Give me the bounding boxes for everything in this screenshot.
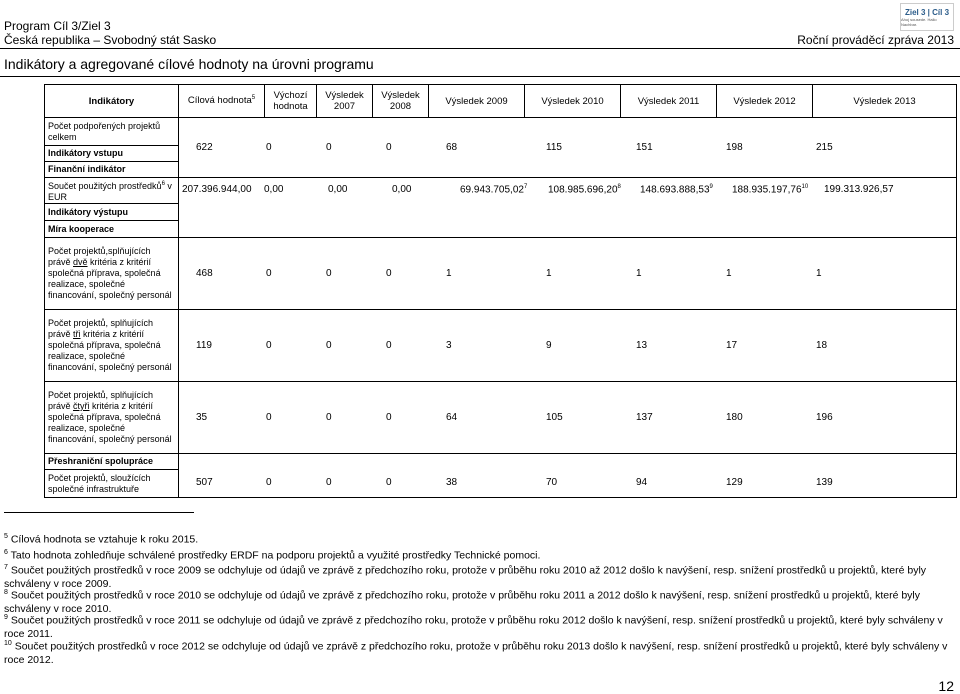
- report-name: Roční prováděcí zpráva 2013: [797, 33, 954, 47]
- col-2013: Výsledek 2013: [813, 85, 957, 118]
- two-criteria-label: Počet projektů,splňujících právě dvě kritéria z kritérií společná příprava, společná realizace, společné financování, společný personál: [45, 238, 179, 310]
- value-cell: 0: [386, 340, 392, 351]
- value-cell: 0: [386, 142, 392, 153]
- value-cell: 0: [266, 340, 272, 351]
- col-baseline: Výchozí hodnota: [265, 85, 317, 118]
- value-cell: 69.943.705,02$^7$: [460, 184, 528, 196]
- value-cell: 468: [196, 268, 213, 279]
- program-name: Program Cíl 3/Ziel 3: [4, 19, 111, 33]
- value-cell: 1: [636, 268, 642, 279]
- page-header: [0, 0, 960, 48]
- footnote: $^9$ Součet použitých prostředků v roce 2011 se odchyluje od údajů ve zprávě z předchozího roku, protože v průběhu roku 2012 došlo k navýšení, resp. snížení prostředků u projektů, které byly schváleny v roce 2011.: [4, 614, 943, 640]
- program-logo: [900, 3, 954, 31]
- footnote-rule: [4, 512, 194, 513]
- value-cell: 38: [446, 477, 458, 488]
- value-cell: 0: [386, 412, 392, 423]
- col-2008: Výsledek 2008: [373, 85, 429, 118]
- value-cell: 119: [196, 340, 212, 351]
- indicators-table: [44, 84, 957, 498]
- col-target: Cílová hodnota$^5$: [179, 85, 265, 118]
- value-cell: 9: [546, 340, 552, 351]
- col-2010: Výsledek 2010: [525, 85, 621, 118]
- header-rule: [0, 48, 960, 49]
- col-2011: Výsledek 2011: [621, 85, 717, 118]
- page-number: 12: [938, 678, 954, 694]
- projects-values: [179, 118, 957, 178]
- value-cell: 94: [636, 477, 648, 488]
- value-cell: 3: [446, 340, 452, 351]
- footnote: $^7$ Součet použitých prostředků v roce 2009 se odchyluje od údajů ve zprávě z předchozího roku, protože v průběhu roku 2010 až 2012 došlo k navýšení, resp. snížení prostředků u projektů, které byly schváleny v roce 2009.: [4, 564, 927, 590]
- input-indicators: Indikátory vstupu: [45, 146, 179, 162]
- value-cell: 0: [386, 268, 392, 279]
- projects-label: Počet podpořených projektů celkem: [45, 118, 179, 146]
- value-cell: 137: [636, 412, 653, 423]
- value-cell: 1: [816, 268, 822, 279]
- cooperation-label: Míra kooperace: [45, 221, 179, 238]
- value-cell: 198: [726, 142, 743, 153]
- logo-text: Ziel 3 | Cíl 3: [904, 7, 950, 17]
- title-rule: [0, 76, 960, 77]
- three-criteria-label: Počet projektů, splňujících právě tři kritéria z kritérií společná příprava, společná realizace, společné financování, společný personál: [45, 310, 179, 382]
- col-indicators: Indikátory: [45, 85, 179, 118]
- table-row: [45, 238, 957, 310]
- value-cell: 188.935.197,76$^{10}$: [732, 184, 809, 196]
- value-cell: 196: [816, 412, 833, 423]
- value-cell: 0: [326, 142, 332, 153]
- value-cell: 622: [196, 142, 213, 153]
- financial-indicator: Finanční indikátor: [45, 162, 179, 178]
- countries: Česká republika – Svobodný stát Sasko: [4, 33, 217, 47]
- table-row: [45, 118, 957, 146]
- col-2012: Výsledek 2012: [717, 85, 813, 118]
- table-row: [45, 454, 957, 470]
- value-cell: 1: [546, 268, 552, 279]
- value-cell: 0: [326, 268, 332, 279]
- value-cell: 215: [816, 142, 833, 153]
- footnote: $^5$ Cílová hodnota se vztahuje k roku 2015.: [4, 533, 199, 546]
- value-cell: 0: [266, 142, 272, 153]
- value-cell: 139: [816, 477, 833, 488]
- table-row: [45, 178, 957, 204]
- value-cell: 129: [726, 477, 743, 488]
- value-cell: 148.693.888,53$^9$: [640, 184, 713, 196]
- value-cell: 507: [196, 477, 213, 488]
- value-cell: 35: [196, 412, 208, 423]
- crossborder-label: Přeshraniční spolupráce: [45, 454, 179, 470]
- value-cell: 0: [266, 412, 272, 423]
- header-row: [45, 85, 957, 118]
- value-cell: 0: [326, 477, 332, 488]
- value-cell: 17: [726, 340, 738, 351]
- table-row: [45, 310, 957, 382]
- footnote: $^6$ Tato hodnota zohledňuje schválené prostředky ERDF na podporu projektů a využité prostředky Technické pomoci.: [4, 549, 541, 562]
- value-cell: 151: [636, 142, 653, 153]
- logo-subtext: Ahoj sousede. Hallo Nachbar.: [901, 16, 937, 27]
- four-criteria-label: Počet projektů, splňujících právě čtyři kritéria z kritérií společná příprava, společná realizace, společné financování, společný personál: [45, 382, 179, 454]
- funds-values: [179, 178, 957, 238]
- value-cell: 1: [726, 268, 732, 279]
- footnote: $^8$ Součet použitých prostředků v roce 2010 se odchyluje od údajů ve zprávě z předchozího roku, protože v průběhu roku 2011 a 2012 došlo k navýšení, resp. snížení prostředků u projektů, které byly schváleny v roce 2010.: [4, 589, 920, 615]
- table-row: [45, 382, 957, 454]
- value-cell: 108.985.696,20$^8$: [548, 184, 621, 196]
- col-2009: Výsledek 2009: [429, 85, 525, 118]
- value-cell: 68: [446, 142, 458, 153]
- value-cell: 70: [546, 477, 558, 488]
- value-cell: 0,00: [392, 184, 412, 195]
- value-cell: 0: [326, 340, 332, 351]
- funds-label: Součet použitých prostředků$^6$ v EUR: [45, 178, 179, 204]
- value-cell: 1: [446, 268, 452, 279]
- col-2007: Výsledek 2007: [317, 85, 373, 118]
- value-cell: 115: [546, 142, 562, 153]
- value-cell: 0: [326, 412, 332, 423]
- output-indicators: Indikátory výstupu: [45, 204, 179, 221]
- footnote: $^{10}$ Součet použitých prostředků v roce 2012 se odchyluje od údajů ve zprávě z předchozího roku, protože v průběhu roku 2013 došlo k navýšení, resp. snížení prostředků u projektů, které byly schváleny v roce 2012.: [4, 640, 948, 666]
- value-cell: 199.313.926,57: [824, 184, 894, 195]
- value-cell: 0: [266, 477, 272, 488]
- four-criteria-values: [179, 382, 957, 454]
- three-criteria-values: [179, 310, 957, 382]
- page-title: Indikátory a agregované cílové hodnoty na úrovni programu: [4, 56, 374, 72]
- value-cell: 207.396.944,00: [182, 184, 252, 195]
- value-cell: 0: [266, 268, 272, 279]
- value-cell: 0,00: [264, 184, 284, 195]
- value-cell: 0,00: [328, 184, 348, 195]
- value-cell: 13: [636, 340, 648, 351]
- two-criteria-values: [179, 238, 957, 310]
- infra-values: [179, 454, 957, 498]
- value-cell: 180: [726, 412, 743, 423]
- value-cell: 64: [446, 412, 458, 423]
- infra-label: Počet projektů, sloužících společné infrastruktuře: [45, 470, 179, 498]
- value-cell: 105: [546, 412, 563, 423]
- value-cell: 18: [816, 340, 828, 351]
- value-cell: 0: [386, 477, 392, 488]
